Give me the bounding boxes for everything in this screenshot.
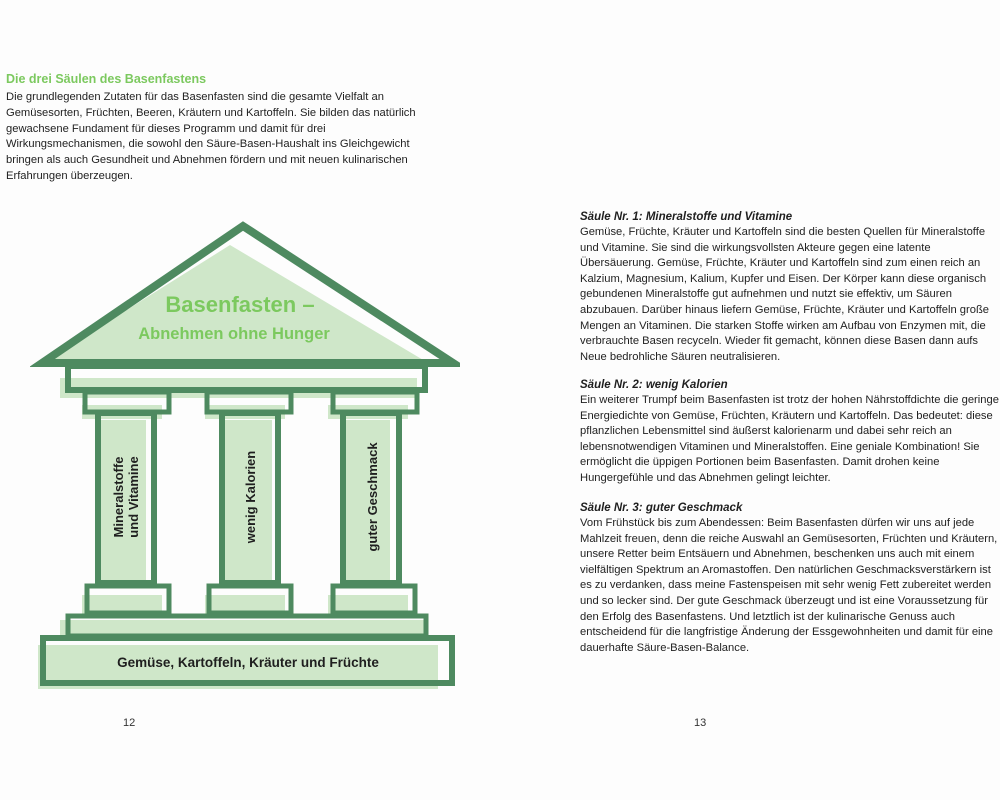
intro-paragraph: Die grundlegenden Zutaten für das Basenfasten sind die gesamte Vielfalt an Gemüsesorten, Früchten, Beeren, Kräutern und Kartoffeln. Sie bilden das natürlich gewachsene Fundament für dieses Programm und damit für drei Wirkungsmechanismen, die sowohl den Säure-Basen-Haushalt ins Gleichgewicht bringen als auch Gesundheit und Abnehmen fördern und mit neuen kulinarischen Erfahrungen überzeugen.: [6, 91, 416, 182]
pillar-1-label-line-1: Mineralstoffe: [111, 456, 126, 538]
pillar-1-label-line-2: und Vitamine: [126, 456, 141, 538]
foundation-label: Gemüse, Kartoffeln, Kräuter und Früchte: [117, 655, 379, 670]
pillar-1-title: Säule Nr. 1: Mineralstoffe und Vitamine: [580, 211, 793, 223]
pillar-2-text: Ein weiterer Trumpf beim Basenfasten ist trotz der hohen Nährstoffdichte die geringe Energiedichte von Gemüse, Früchten, Kräutern und Kartoffeln. Das bedeutet: diese pflanzlichen Lebensmittel sind äußerst kalorienarm und dabei sehr reich an lebensnotwendigen Vitaminen und Mineralstoffen. Eine geniale Kombination! Sie ermöglicht die üppigen Portionen beim Basenfasten. Damit drohen keine Hungergefühle und das Abnehmen gelingt leichter.: [580, 394, 999, 484]
section-heading: Die drei Säulen des Basenfastens: [6, 72, 207, 86]
pillar-3-title: Säule Nr. 3: guter Geschmack: [580, 502, 743, 514]
page-number-left: 12: [123, 717, 136, 729]
pillar-2-label: wenig Kalorien: [243, 450, 258, 544]
page-number-right: 13: [694, 717, 707, 729]
pillar-2-title: Säule Nr. 2: wenig Kalorien: [580, 379, 728, 391]
pillar-section-2: [580, 379, 1000, 487]
roof-subtitle: Abnehmen ohne Hunger: [138, 325, 330, 343]
right-page: [500, 0, 1000, 800]
pillar-1-text: Gemüse, Früchte, Kräuter und Kartoffeln sind die besten Quellen für Mineralstoffe und Vitamine. Sie sind die wirkungsvollsten Akteure gegen eine latente Übersäuerung. Gemüse, Früchte, Kräuter und Kartoffeln sind zum einen reich an Kalzium, Magnesium, Kalium, Kupfer und Eisen. Der Körper kann diese organisch gebundenen Mineralstoffe gut aufnehmen und nutzt sie effektiv, um Säuren abzubauen. Darüber hinaus liefern Gemüse, Früchte, Kräuter und Kartoffeln große Mengen an Vitaminen. Die starken Stoffe wirken am Aufbau von Enzymen mit, die verbrauchte Basen recyceln. Wieder fit gemacht, können diese Basen dann aufs Neue bedrohliche Säuren neutralisieren.: [580, 226, 989, 363]
pillar-section-1: [580, 211, 1000, 365]
step-shadow: [60, 620, 425, 635]
pillar-3-label: guter Geschmack: [365, 442, 380, 552]
temple-diagram: [30, 215, 460, 690]
roof-title: Basenfasten –: [165, 292, 315, 317]
pillar-3-text: Vom Frühstück bis zum Abendessen: Beim Basenfasten dürfen wir uns auf jede Mahlzeit freuen, denn die reiche Auswahl an Gemüsesorten, Früchten und Kräutern, unsere Retter beim Entsäuern und Abnehmen, beschenken uns auch mit einem vielfältigen Spektrum an Aromastoffen. Den natürlichen Geschmacksverstärkern ist es zu verdanken, dass meine Fastenspeisen mit sehr wenig Fett zubereitet werden und so lecker sind. Der gute Geschmack überzeugt und ist eine Voraussetzung für den Erfolg des Basenfastens. Und letztlich ist der kulinarische Genuss auch entscheidend für die langfristige Änderung der Essgewohnheiten und damit für eine dauerhafte Säure-Basen-Balance.: [580, 517, 998, 654]
pillar-section-3: [580, 502, 1000, 656]
